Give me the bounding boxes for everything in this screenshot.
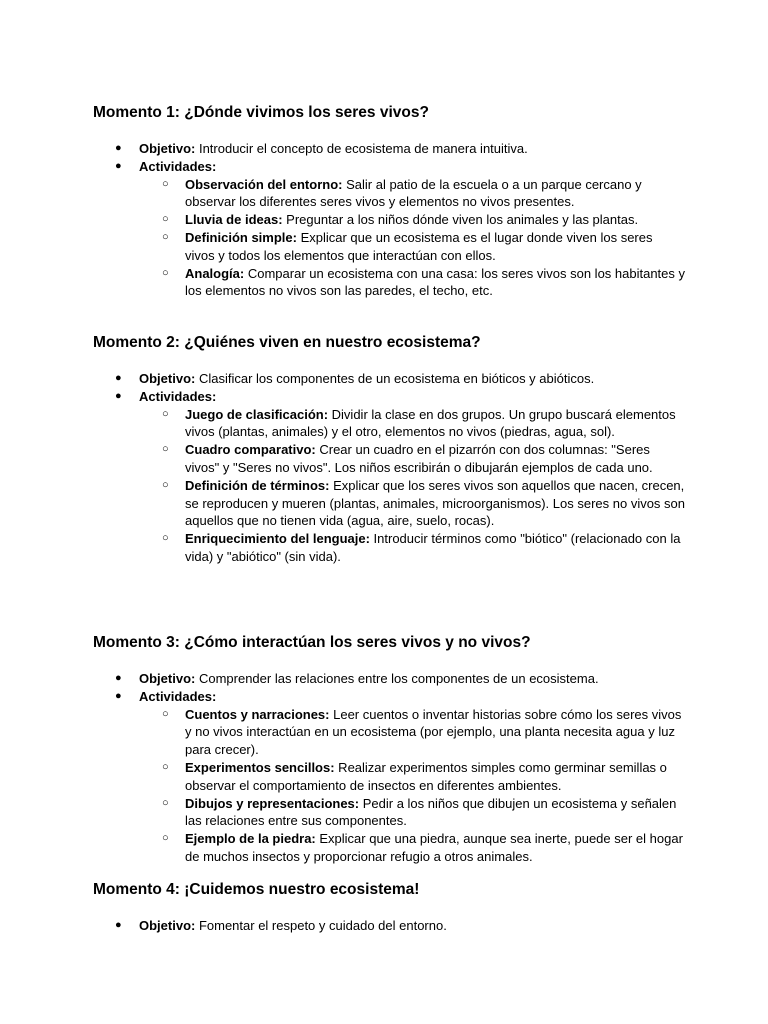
activity-text: Dividir la clase en dos grupos. Un grupo buscará elementos vivos (plantas, animales) y el otro, elementos no vivos (piedras, agua, sol). [185, 406, 676, 440]
activities-label: Actividades: [139, 388, 217, 404]
bullet-icon: ● [115, 672, 122, 684]
objective-text: Introducir el concepto de ecosistema de manera intuitiva. [195, 141, 528, 156]
activity-label: Ejemplo de la piedra: [185, 831, 316, 847]
activity-text: Pedir a los niños que dibujen un ecosistema y señalen las relaciones entre sus componentes. [185, 795, 677, 829]
bullet-list [93, 670, 683, 866]
section-heading: Momento 2: ¿Quiénes viven en nuestro ecosistema? [93, 334, 481, 351]
bullet-list [93, 140, 686, 300]
sub-bullet-icon: ○ [162, 796, 169, 809]
sub-bullet-icon: ○ [162, 532, 169, 545]
activity-text: Crear un cuadro en el pizarrón con dos columnas: "Seres vivos" y "Seres no vivos". Los niños escribirán o dibujarán ejemplos de cada uno. [185, 442, 653, 475]
bullet-icon: ● [115, 689, 122, 702]
sub-bullet-icon: ○ [162, 177, 169, 190]
objective-text: Comprender las relaciones entre los componentes de un ecosistema. [195, 671, 599, 686]
sub-bullet-icon: ○ [162, 707, 169, 720]
activity-text: Leer cuentos o inventar historias sobre cómo los seres vivos y no vivos interactúan en un ecosistema (por ejemplo, una planta necesita agua y luz para crecer). [185, 706, 682, 758]
activity-text: Explicar que un ecosistema es el lugar donde viven los seres vivos y todos los elementos que interactúan con ellos. [185, 229, 653, 263]
bullet-icon: ● [115, 389, 122, 402]
bullet-icon: ● [115, 142, 122, 154]
activity-item [139, 530, 685, 566]
section-momento-2 [93, 333, 686, 566]
activity-text: Explicar que los seres vivos son aquellos que nacen, crecen, se reproducen y mueren (plantas, animales, microorganismos). Los seres no vivos son aquellos que no tienen vida (agua, aire, suelo, rocas). [185, 477, 686, 529]
objective-label: Objetivo: [139, 371, 196, 386]
activity-label: Lluvia de ideas: [185, 212, 283, 228]
activity-list [139, 176, 686, 301]
section-heading: Momento 3: ¿Cómo interactúan los seres vivos y no vivos? [93, 634, 531, 651]
bullet-icon: ● [115, 159, 122, 172]
sub-bullet-icon: ○ [162, 832, 169, 845]
activity-label: Enriquecimiento del lenguaje: [185, 531, 370, 547]
bullet-icon: ● [115, 919, 122, 931]
objective-label: Objetivo: [139, 141, 196, 156]
activity-item [139, 795, 685, 831]
activity-list [139, 706, 683, 866]
objective-text: Clasificar los componentes de un ecosistema en bióticos y abióticos. [195, 371, 595, 386]
section-momento-3 [93, 633, 683, 866]
sub-bullet-icon: ○ [162, 407, 169, 420]
bullet-list [93, 917, 683, 935]
activity-label: Definición simple: [185, 229, 297, 245]
objective-label: Objetivo: [139, 671, 196, 686]
activities-label: Actividades: [139, 688, 217, 704]
bullet-icon: ● [115, 372, 122, 384]
activity-item [139, 406, 685, 442]
activity-item [139, 477, 685, 530]
activity-item [139, 176, 685, 212]
activity-text: Introducir términos como "biótico" (relacionado con la vida) y "abiótico" (sin vida). [185, 531, 681, 564]
activity-label: Cuentos y narraciones: [185, 706, 330, 722]
activity-label: Juego de clasificación: [185, 406, 329, 422]
activity-text: Salir al patio de la escuela o a un parque cercano y observar los diferentes seres vivos y elementos no vivos presentes. [185, 176, 642, 210]
sub-bullet-icon: ○ [162, 230, 169, 243]
activity-item [139, 211, 685, 229]
objective-text: Fomentar el respeto y cuidado del entorno. [195, 918, 447, 933]
sub-bullet-icon: ○ [162, 266, 169, 279]
activity-item [139, 441, 685, 477]
activity-label: Observación del entorno: [185, 176, 343, 192]
sub-bullet-icon: ○ [162, 760, 169, 773]
activities-item [93, 158, 686, 300]
objective-label: Objetivo: [139, 918, 196, 933]
objective-item [93, 140, 683, 158]
sub-bullet-icon: ○ [162, 478, 169, 491]
sub-bullet-icon: ○ [162, 213, 169, 226]
objective-item [93, 670, 683, 688]
activity-item [139, 265, 685, 301]
activity-label: Experimentos sencillos: [185, 759, 335, 775]
section-momento-1 [93, 103, 686, 300]
activity-text: Comparar un ecosistema con una casa: los seres vivos son los habitantes y los elementos no vivos son las paredes, el techo, etc. [185, 265, 686, 299]
activity-item [139, 759, 685, 795]
activity-list [139, 406, 686, 566]
activity-item [139, 706, 685, 759]
objective-item [93, 370, 683, 388]
activity-label: Definición de términos: [185, 477, 330, 493]
activities-item [93, 388, 686, 566]
activity-item [139, 229, 685, 265]
activities-item [93, 688, 683, 866]
activity-item [139, 830, 685, 866]
sub-bullet-icon: ○ [162, 443, 169, 456]
activity-text: Preguntar a los niños dónde viven los animales y las plantas. [282, 212, 639, 228]
activity-label: Dibujos y representaciones: [185, 795, 360, 811]
section-heading: Momento 4: ¡Cuidemos nuestro ecosistema! [93, 881, 420, 898]
bullet-list [93, 370, 686, 566]
activity-text: Explicar que una piedra, aunque sea inerte, puede ser el hogar de muchos insectos y proporcionar refugio a otros animales. [185, 831, 683, 864]
activity-label: Analogía: [185, 265, 245, 281]
section-momento-4 [93, 880, 683, 935]
activities-label: Actividades: [139, 158, 217, 174]
objective-item [93, 917, 683, 935]
activity-label: Cuadro comparativo: [185, 442, 316, 458]
section-heading: Momento 1: ¿Dónde vivimos los seres vivos? [93, 104, 429, 121]
activity-text: Realizar experimentos simples como germinar semillas o observar el comportamiento de insectos en diferentes ambientes. [185, 759, 667, 793]
